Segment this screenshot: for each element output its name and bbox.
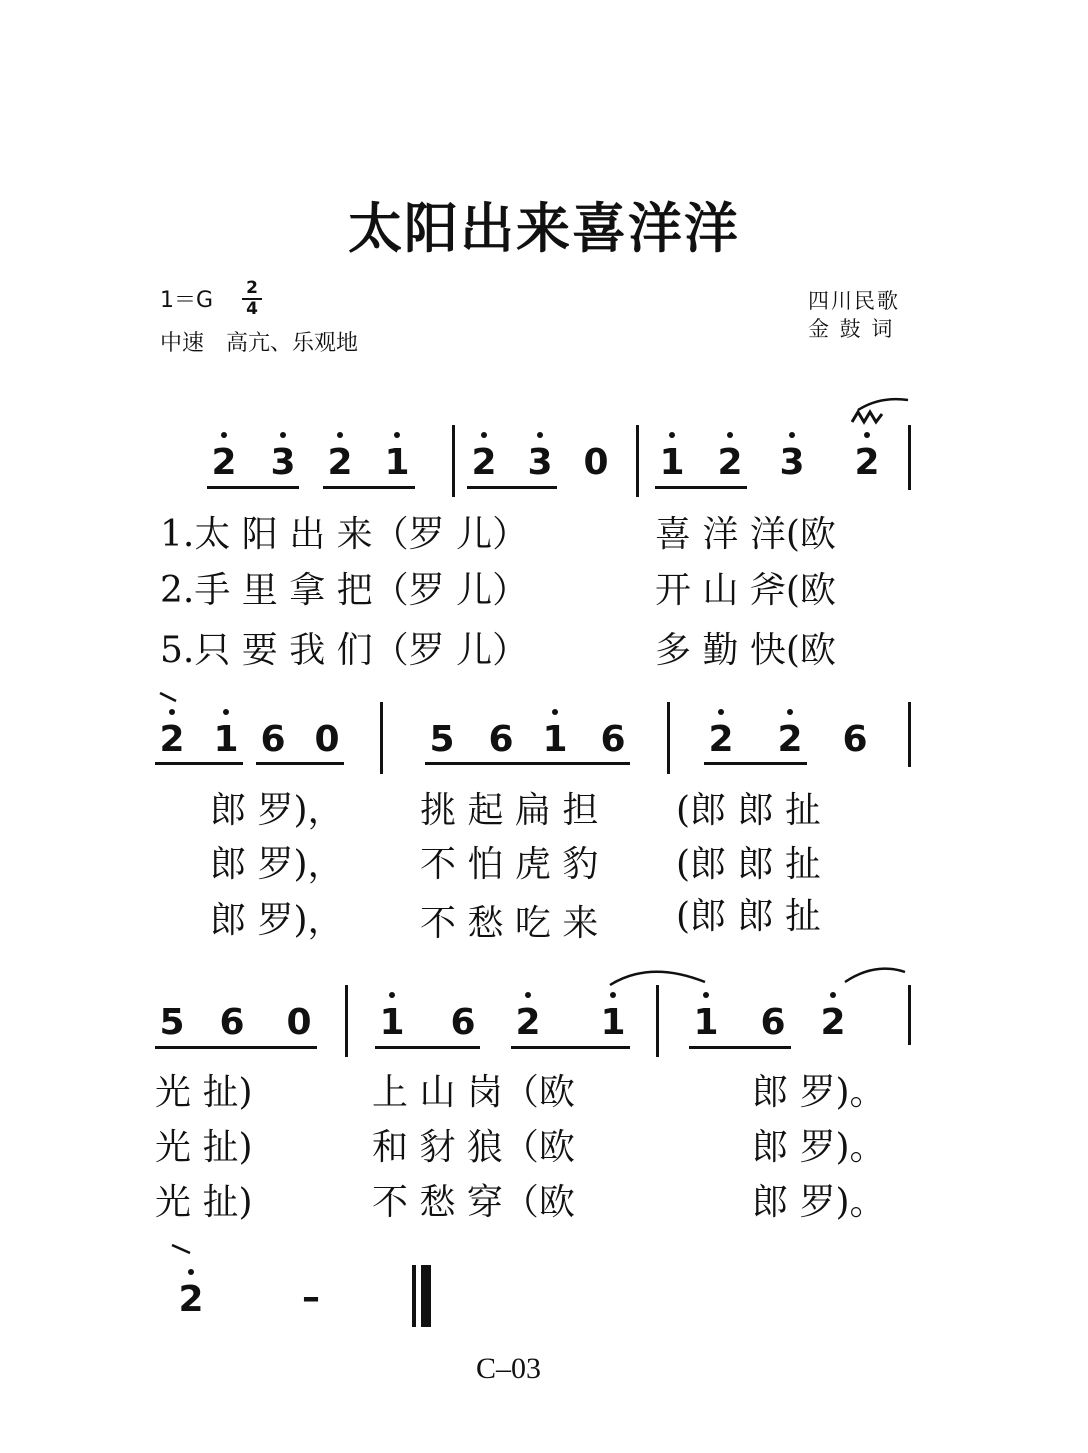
note-extension-dash: – <box>302 1277 320 1318</box>
lyric-verse-5: 郎 罗)。 <box>752 1182 886 1223</box>
tempo-expression: 中速 高亢、乐观地 <box>160 331 359 356</box>
lyric-verse-2: 开 山 斧(欧 <box>655 570 836 611</box>
slur-mark <box>845 969 905 982</box>
lyric-verse-2: 不 怕 虎 豹 <box>420 844 599 885</box>
note: 3 <box>266 445 300 481</box>
final-bar-thin <box>412 1265 416 1327</box>
mordent-mark <box>852 412 882 422</box>
accent-mark <box>172 1245 190 1253</box>
note: 6 <box>450 1002 476 1043</box>
beam <box>425 762 630 765</box>
note: 2 <box>816 1005 850 1041</box>
beam <box>207 486 299 489</box>
slur-mark <box>858 399 908 410</box>
beam <box>155 1046 317 1049</box>
note: 5 <box>429 719 455 760</box>
lyric-verse-2: (郎 郎 扯 <box>676 844 821 885</box>
lyric-verse-5: 光 扯) <box>155 1182 253 1223</box>
slur-mark <box>610 972 705 985</box>
note: 1 <box>689 1005 723 1041</box>
note: 2 <box>467 445 501 481</box>
note: 5 <box>159 1002 185 1043</box>
note: 6 <box>600 719 626 760</box>
key-signature: 1＝G <box>160 288 214 313</box>
beam <box>256 762 344 765</box>
note: 2 <box>511 1005 545 1041</box>
note: 0 <box>286 1002 312 1043</box>
note: 1 <box>380 445 414 481</box>
lyric-verse-1: 喜 洋 洋(欧 <box>655 514 836 555</box>
time-denominator: 4 <box>246 299 258 319</box>
bar-line <box>667 702 670 774</box>
note: 1 <box>655 445 689 481</box>
bar-line <box>908 425 911 490</box>
lyric-verse-2: 光 扯) <box>155 1127 253 1168</box>
note: 6 <box>219 1002 245 1043</box>
bar-line <box>452 425 455 497</box>
bar-line <box>908 702 911 767</box>
note: 2 <box>850 445 884 481</box>
note: 2 <box>207 445 241 481</box>
beam <box>375 1046 480 1049</box>
note: 2 <box>155 722 189 758</box>
note: 1 <box>538 722 572 758</box>
beam <box>511 1046 630 1049</box>
bar-line <box>380 702 383 774</box>
note: 2 <box>323 445 357 481</box>
note: 3 <box>523 445 557 481</box>
bar-line <box>656 985 659 1057</box>
note: 1 <box>209 722 243 758</box>
lyric-verse-1: 光 扯) <box>155 1072 253 1113</box>
lyric-verse-5: 不 愁 吃 来 <box>420 903 599 944</box>
lyric-verse-1: (郎 郎 扯 <box>676 790 821 831</box>
accent-mark <box>160 693 176 701</box>
lyric-verse-5: 5.只 要 我 们（罗 儿） <box>160 630 529 671</box>
lyric-verse-1: 郎 罗)， <box>210 790 344 831</box>
bar-line <box>636 425 639 497</box>
note: 2 <box>713 445 747 481</box>
note: 6 <box>260 719 286 760</box>
lyricist-credit: 金 鼓 词 <box>808 317 895 341</box>
note: 6 <box>842 719 868 760</box>
lyric-verse-1: 1.太 阳 出 来（罗 儿） <box>160 514 529 555</box>
note: 3 <box>775 445 809 481</box>
lyric-verse-2: 郎 罗)。 <box>752 1127 886 1168</box>
lyric-verse-1: 挑 起 扁 担 <box>420 790 599 831</box>
lyric-verse-1: 郎 罗)。 <box>752 1072 886 1113</box>
beam <box>467 486 557 489</box>
page-code: C–03 <box>476 1352 542 1385</box>
note: 1 <box>375 1005 409 1041</box>
note: 2 <box>773 722 807 758</box>
lyric-verse-5: 不 愁 穿（欧 <box>372 1182 575 1223</box>
time-numerator: 2 <box>246 278 258 298</box>
beam <box>323 486 415 489</box>
lyric-verse-2: 和 豺 狼（欧 <box>372 1127 575 1168</box>
time-signature <box>242 280 262 318</box>
song-origin: 四川民歌 <box>808 289 900 313</box>
note: 1 <box>596 1005 630 1041</box>
bar-line <box>345 985 348 1057</box>
note: 6 <box>760 1002 786 1043</box>
note: 0 <box>314 719 340 760</box>
lyric-verse-2: 2.手 里 拿 把（罗 儿） <box>160 570 529 611</box>
note: 0 <box>583 442 609 483</box>
lyric-verse-5: 郎 罗)， <box>210 900 344 941</box>
note: 2 <box>174 1282 208 1318</box>
final-bar-thick <box>421 1265 431 1327</box>
beam <box>689 1046 791 1049</box>
lyric-verse-5: (郎 郎 扯 <box>676 896 821 937</box>
beam <box>704 762 807 765</box>
lyric-verse-2: 郎 罗)， <box>210 844 344 885</box>
lyric-verse-1: 上 山 岗（欧 <box>372 1072 575 1113</box>
note: 6 <box>488 719 514 760</box>
beam <box>655 486 747 489</box>
bar-line <box>908 985 911 1045</box>
note: 2 <box>704 722 738 758</box>
beam <box>155 762 243 765</box>
lyric-verse-5: 多 勤 快(欧 <box>655 630 836 671</box>
song-title: 太阳出来喜洋洋 <box>348 197 740 260</box>
